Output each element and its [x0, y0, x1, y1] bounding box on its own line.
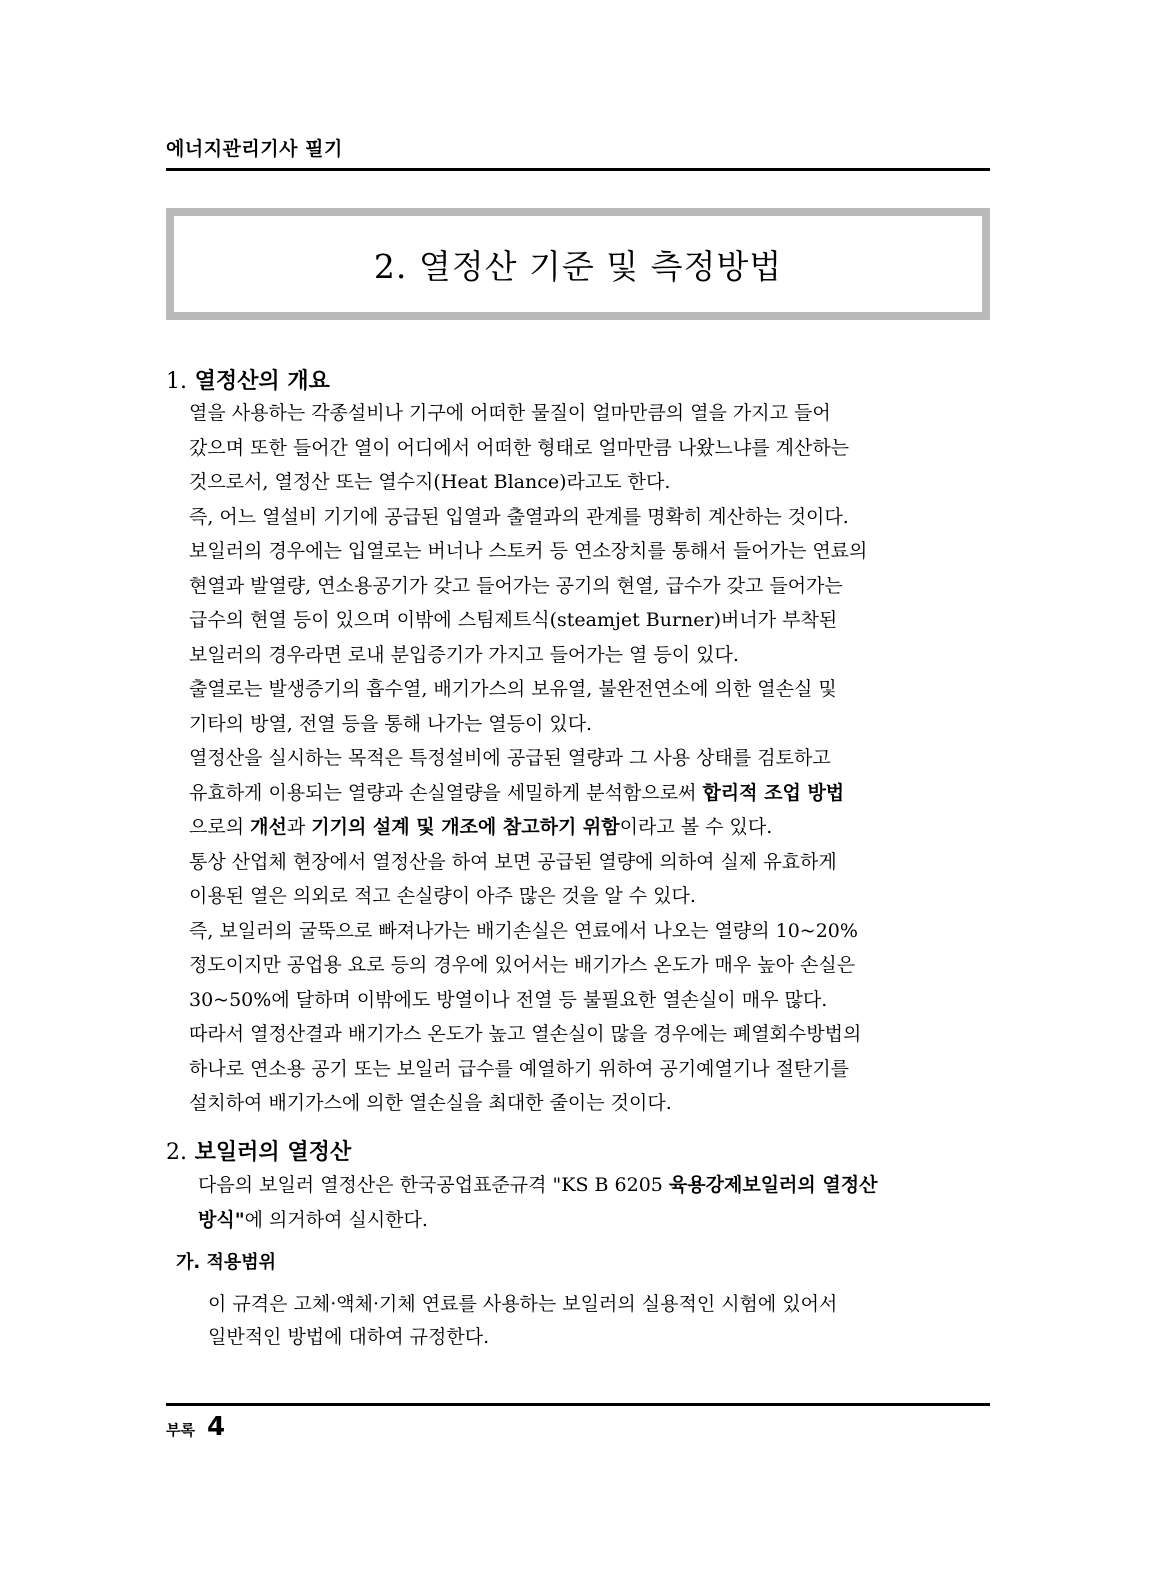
body-line: 즉, 보일러의 굴뚝으로 빠져나가는 배기손실은 연료에서 나오는 열량의 10~20% — [189, 919, 858, 942]
body-line: 열을 사용하는 각종설비나 기구에 어떠한 물질이 얼마만큼의 열을 가지고 들어 — [189, 402, 831, 424]
emphasis-text: 육용강제보일러의 열정산 — [668, 1174, 878, 1196]
section-1-title: 열정산의 개요 — [194, 369, 330, 394]
body-text: 유효하게 이용되는 열량과 손실열량을 세밀하게 분석함으로써 — [189, 781, 703, 804]
body-line — [189, 776, 989, 811]
body-line: 하나로 연소용 공기 또는 보일러 급수를 예열하기 위하여 공기예열기나 절탄기를 — [189, 1057, 850, 1080]
body-line — [198, 1203, 998, 1238]
body-line: 보일러의 경우라면 로내 분입증기가 가지고 들어가는 열 등이 있다. — [189, 643, 739, 666]
body-line: 통상 산업체 현장에서 열정산을 하여 보면 공급된 열량에 의하여 실제 유효하게 — [189, 850, 837, 873]
body-line: 것으로서, 열정산 또는 열수지(Heat Blance)라고도 한다. — [189, 471, 671, 493]
emphasis-text: 합리적 조업 방법 — [702, 781, 845, 804]
body-text: 이라고 볼 수 있다. — [619, 816, 773, 838]
body-line: 일반적인 방법에 대하여 규정한다. — [208, 1326, 490, 1348]
body-text: 으로의 — [189, 816, 251, 838]
section-1-number: 1. — [166, 369, 187, 394]
chapter-title: 2. 열정산 기준 및 측정방법 — [373, 246, 783, 286]
footer-label: 부록 — [166, 1421, 195, 1439]
section-1-body — [189, 396, 989, 1121]
body-line: 급수의 현열 등이 있으며 이밖에 스팀제트식(steamjet Burner)버너가 부착된 — [189, 609, 838, 631]
body-text: 다음의 보일러 열정산은 한국공업표준규격 "KS B 6205 — [198, 1174, 669, 1196]
body-text: 과 — [286, 816, 312, 838]
section-2-heading — [166, 1135, 351, 1166]
section-2-title: 보일러의 열정산 — [194, 1140, 352, 1165]
body-line: 열정산을 실시하는 목적은 특정설비에 공급된 열량과 그 사용 상태를 검토하고 — [189, 747, 831, 769]
page-number: 4 — [206, 1412, 226, 1442]
section-1-heading — [166, 364, 330, 395]
body-line: 설치하여 배기가스에 의한 열손실을 최대한 줄이는 것이다. — [189, 1092, 672, 1114]
emphasis-text: 개선 — [250, 816, 287, 838]
body-line: 이 규격은 고체·액체·기체 연료를 사용하는 보일러의 실용적인 시험에 있어서 — [208, 1293, 838, 1315]
body-line: 기타의 방열, 전열 등을 통해 나가는 열등이 있다. — [189, 712, 593, 735]
footer-rule — [166, 1403, 990, 1406]
subsection-a-heading: 가. 적용범위 — [176, 1252, 277, 1273]
running-header: 에너지관리기사 필기 — [166, 138, 343, 160]
body-line: 현열과 발열량, 연소용공기가 갖고 들어가는 공기의 현열, 급수가 갖고 들어가는 — [189, 574, 843, 597]
section-2-body — [198, 1168, 998, 1237]
chapter-title-box — [166, 208, 990, 320]
emphasis-text: 기기의 설계 및 개조에 참고하기 위함 — [311, 816, 620, 838]
emphasis-text: 방식" — [198, 1208, 245, 1231]
header-rule — [166, 168, 990, 171]
body-line: 출열로는 발생증기의 흡수열, 배기가스의 보유열, 불완전연소에 의한 열손실 및 — [189, 678, 837, 700]
body-line: 이용된 열은 의외로 적고 손실량이 아주 많은 것을 알 수 있다. — [189, 885, 696, 907]
section-2-number: 2. — [166, 1140, 187, 1165]
body-line — [198, 1168, 998, 1203]
subsection-a-body — [208, 1288, 1008, 1354]
page-footer — [166, 1412, 225, 1442]
body-line: 즉, 어느 열설비 기기에 공급된 입열과 출열과의 관계를 명확히 계산하는 것이다. — [189, 505, 849, 528]
body-line: 정도이지만 공업용 요로 등의 경우에 있어서는 배기가스 온도가 매우 높아 손실은 — [189, 954, 856, 976]
body-text: 에 의거하여 실시한다. — [244, 1208, 428, 1231]
body-line: 30~50%에 달하며 이밖에도 방열이나 전열 등 불필요한 열손실이 매우 많다. — [189, 988, 828, 1011]
body-line: 갔으며 또한 들어간 열이 어디에서 어떠한 형태로 얼마만큼 나왔느냐를 계산하는 — [189, 436, 850, 459]
body-line — [189, 810, 989, 845]
body-line: 보일러의 경우에는 입열로는 버너나 스토커 등 연소장치를 통해서 들어가는 연료의 — [189, 540, 868, 562]
body-line: 따라서 열정산결과 배기가스 온도가 높고 열손실이 많을 경우에는 폐열회수방법의 — [189, 1023, 862, 1045]
